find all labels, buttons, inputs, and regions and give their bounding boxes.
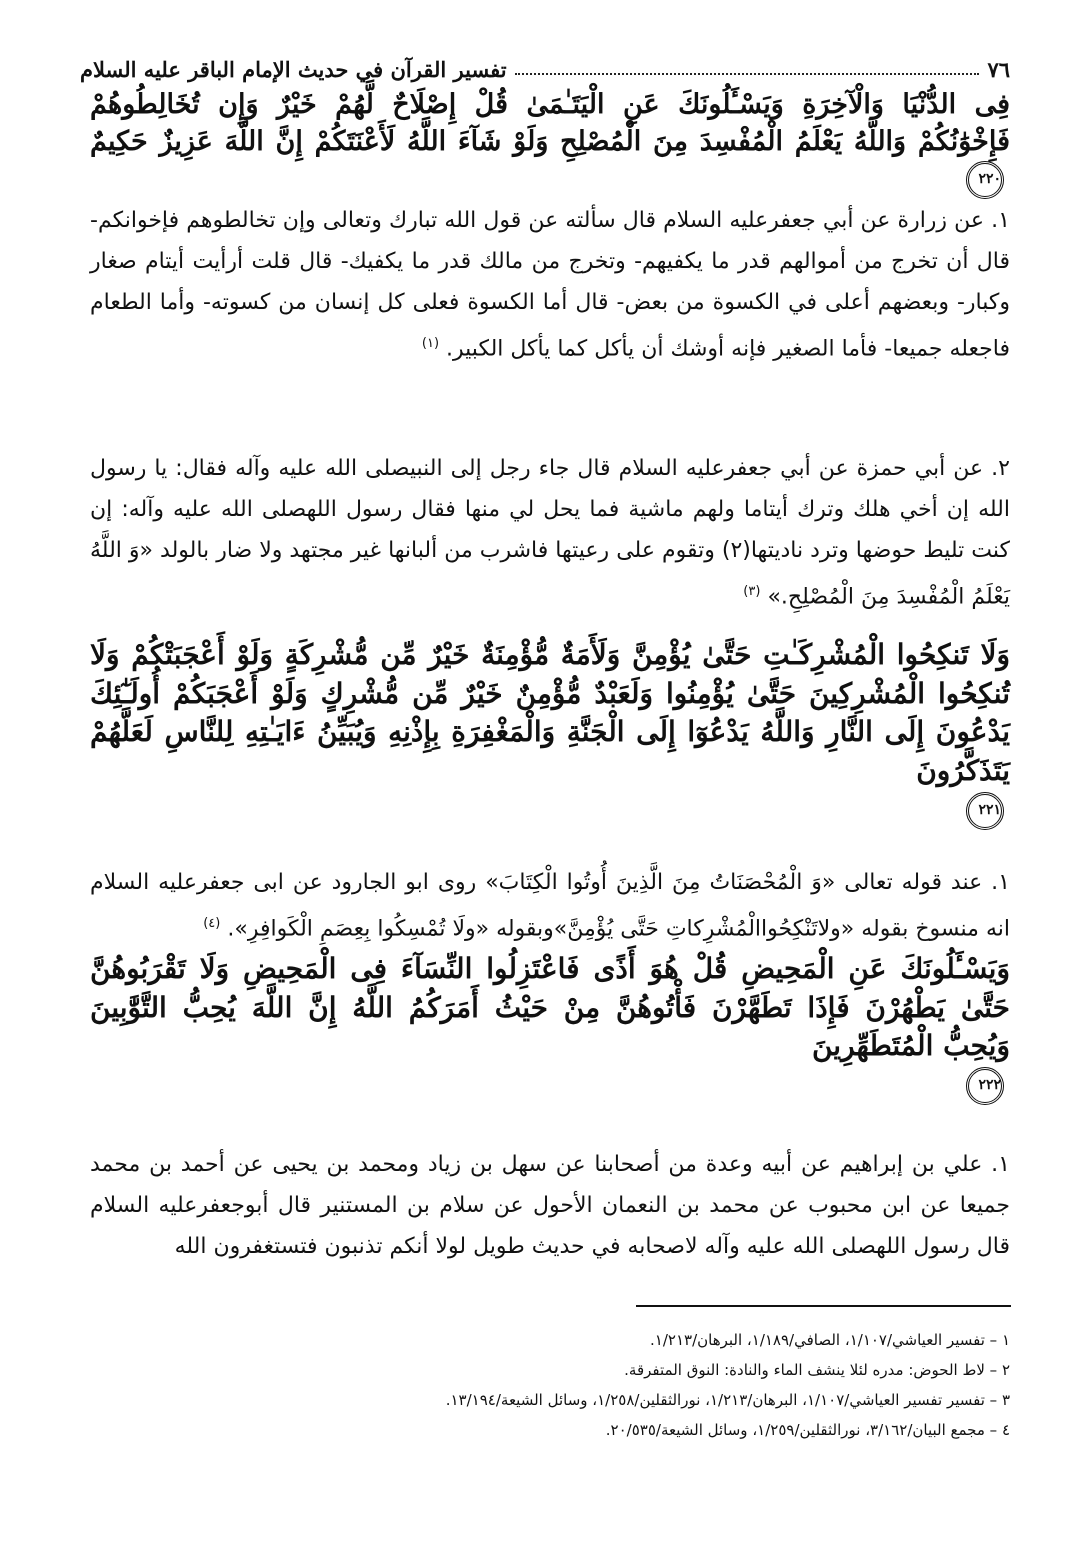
paragraph-text: ٢. عن أبي حمزة عن أبي جعفرعليه السلام قال جاء رجل إلى النبيصلى الله عليه وآله فقال: يا رسول الله إن أخي هلك وترك أيتاما ولهم ماشية فما يحل لي منها فقال رسول اللهصلى الله عليه وآله: إن كنت تليط حوضها وترد ناديتها(٢) وتقوم على رعيتها فاشرب من ألبانها غير مجتهد ولا ضار بالولد «وَ اللَّهُ يَعْلَمُ الْمُفْسِدَ مِنَ الْمُصْلِحِ.» [90, 456, 1010, 610]
footnotes [90, 1325, 1010, 1445]
footnote-ref: (٣) [743, 584, 761, 599]
hadith-paragraph-1 [90, 200, 1010, 369]
quran-verse-222 [90, 950, 1010, 1105]
hadith-paragraph-3 [90, 862, 1010, 949]
running-title: تفسير القرآن في حديث الإمام الباقر عليه السلام [80, 57, 507, 82]
ayah-number-mark: ٢٢٠ [966, 161, 1004, 199]
header-dotted-leader [515, 72, 980, 75]
verse-text: فِى الدُّنْيَا وَالْآخِرَةِ وَيَسْـَٔلُونَكَ عَنِ الْيَتَـٰمَىٰ قُلْ إِصْلَاحٌ لَّهُمْ خَيْرٌ وَإِن تُخَالِطُوهُمْ فَإِخْوَٰنُكُمْ وَاللَّهُ يَعْلَمُ الْمُفْسِدَ مِنَ الْمُصْلِحِ وَلَوْ شَآءَ اللَّهُ لَأَعْنَتَكُمْ إِنَّ اللَّهَ عَزِيزٌ حَكِيمٌ [90, 89, 1010, 158]
quran-verse-221 [90, 636, 1010, 830]
paragraph-text: ١. علي بن إبراهيم عن أبيه وعدة من أصحابنا عن سهل بن زياد ومحمد بن يحيى عن أحمد بن محمد جميعا عن ابن محبوب عن محمد بن النعمان الأحول عن سلام بن المستنير قال أبوجعفرعليه السلام قال رسول اللهصلى الله عليه وآله لاصحابه في حديث طويل لولا أنكم تذنبون فتستغفرون الله [90, 1152, 1010, 1259]
ayah-number-mark: ٢٢١ [966, 792, 1004, 830]
ayah-mark-row [90, 791, 1010, 831]
ayah-number-mark: ٢٢٢ [966, 1067, 1004, 1105]
ayah-mark-row [90, 1066, 1010, 1106]
paragraph-text: ١. عن زرارة عن أبي جعفرعليه السلام قال سألته عن قول الله تبارك وتعالى وإن تخالطوهم فإخوانكم- قال أن تخرج من أموالهم قدر ما يكفيهم- وتخرج من مالك قدر ما يكفيك- قال قلت أرأيت أيتام صغار وكبار- وبعضهم أعلى في الكسوة من بعض- قال أما الكسوة فعلى كل إنسان من كسوته- وأما الطعام فاجعله جميعا- فأما الصغير فإنه أوشك أن يأكل كما يأكل الكبير. [90, 208, 1010, 362]
verse-text: وَيَسْـَٔلُونَكَ عَنِ الْمَحِيضِ قُلْ هُوَ أَذًى فَاعْتَزِلُوا النِّسَآءَ فِى الْمَحِيضِ وَلَا تَقْرَبُوهُنَّ حَتَّىٰ يَطْهُرْنَ فَإِذَا تَطَهَّرْنَ فَأْتُوهُنَّ مِنْ حَيْثُ أَمَرَكُمُ اللَّهُ إِنَّ اللَّهَ يُحِبُّ التَّوَّٰبِينَ وَيُحِبُّ الْمُتَطَهِّرِينَ [90, 952, 1010, 1063]
footnote-separator [636, 1305, 1011, 1307]
footnote-1: ١ – تفسير العياشي/١/١٠٧، الصافي/١/١٨٩، البرهان/١/٢١٣. [650, 1331, 1010, 1349]
verse-text: وَلَا تَنكِحُوا الْمُشْرِكَـٰتِ حَتَّىٰ يُؤْمِنَّ وَلَأَمَةٌ مُّؤْمِنَةٌ خَيْرٌ مِّن مُّشْرِكَةٍ وَلَوْ أَعْجَبَتْكُمْ وَلَا تُنكِحُوا الْمُشْرِكِينَ حَتَّىٰ يُؤْمِنُوا وَلَعَبْدٌ مُّؤْمِنٌ خَيْرٌ مِّن مُّشْرِكٍ وَلَوْ أَعْجَبَكُمْ أُولَـٰٓئِكَ يَدْعُونَ إِلَى النَّارِ وَاللَّهُ يَدْعُوٓا إِلَى الْجَنَّةِ وَالْمَغْفِرَةِ بِإِذْنِهِ وَيُبَيِّنُ ءَايَـٰتِهِ لِلنَّاسِ لَعَلَّهُمْ يَتَذَكَّرُونَ [90, 638, 1010, 787]
quran-verse-220 [90, 86, 1010, 199]
footnote-4: ٤ – مجمع البيان/٣/١٦٢، نورالثقلين/١/٢٥٩، وسائل الشيعة/٢٠/٥٣٥. [605, 1421, 1010, 1439]
hadith-paragraph-2 [90, 448, 1010, 617]
page-header [80, 52, 1010, 82]
paragraph-text: ١. عند قوله تعالى «وَ الْمُحْصَنَاتُ مِنَ الَّذِينَ أُوتُوا الْكِتَابَ» روى ابو الجارود عن ابى جعفرعليه السلام انه منسوخ بقوله «ولاتَنْكِحُواالْمُشْرِكاتِ حَتَّى يُؤْمِنَّ»وبقوله «ولَا تُمْسِكُوا بِعِصَمِ الْكَوافِرِ». [90, 870, 1010, 942]
hadith-paragraph-4 [90, 1144, 1010, 1267]
footnote-3: ٣ – تفسير تفسير العياشي/١/١٠٧، البرهان/١/٢١٣، نورالثقلين/١/٢٥٨، وسائل الشيعة/١٣/١٩٤. [445, 1391, 1010, 1409]
footnote-ref: (٤) [203, 916, 221, 931]
page-number: ٧٦ [987, 57, 1010, 82]
footnote-ref: (١) [421, 336, 440, 351]
footnote-2: ٢ – لاط الحوض: مدره لئلا ينشف الماء والنادة: النوق المتفرقة. [624, 1361, 1010, 1379]
